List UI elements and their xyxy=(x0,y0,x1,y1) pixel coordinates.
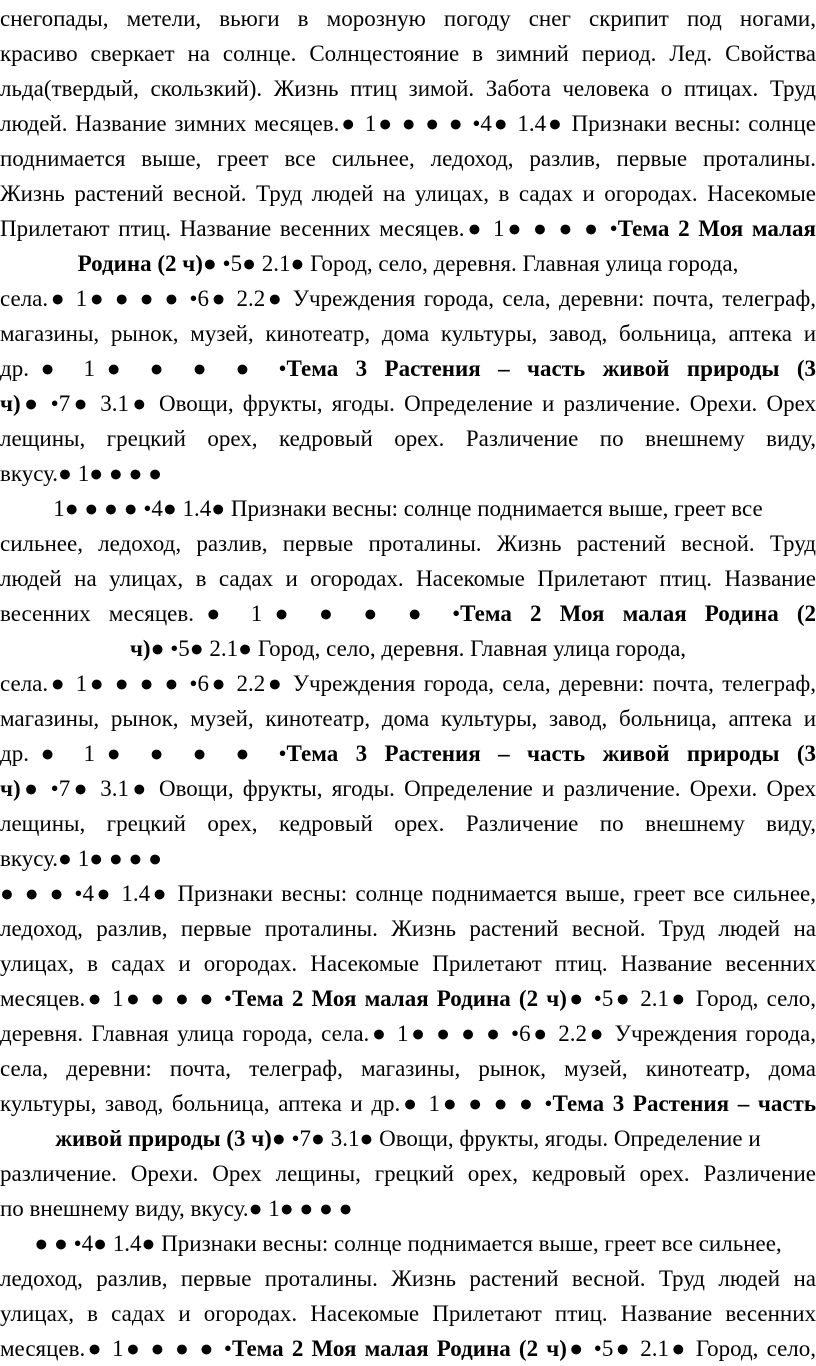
text-line: лещины, грецкий орех, кедровый орех. Различение по внешнему виду, xyxy=(0,426,816,451)
text-line: вкусу.● 1● ● ● ● xyxy=(0,846,163,871)
text-line: вкусу.● 1● ● ● ● xyxy=(0,461,163,486)
text-line: весенних месяцев.● 1● ● ● ● •Тема 2 Моя малая Родина (2 xyxy=(0,601,816,626)
topic-heading: ч) xyxy=(129,636,151,661)
topic-heading: Тема 3 Растения – часть живой природы (3 xyxy=(286,356,816,381)
text-line: по внешнему виду, вкусу.● 1● ● ● ● xyxy=(0,1196,353,1221)
text-line: людей. Название зимних месяцев.● 1● ● ● ● •4● 1.4● Признаки весны: солнце xyxy=(0,111,816,136)
topic-heading: Тема 3 Растения – часть xyxy=(552,1091,816,1116)
text-line: различение. Орехи. Орех лещины, грецкий орех, кедровый орех. Различение xyxy=(0,1161,816,1186)
text-line: ледоход, разлив, первые проталины. Жизнь растений весной. Труд людей на xyxy=(0,916,816,941)
text-line: сильнее, ледоход, разлив, первые проталины. Жизнь растений весной. Труд xyxy=(0,531,816,556)
text-line: культуры, завод, больница, аптека и др.● 1● ● ● ● •Тема 3 Растения – часть xyxy=(0,1091,816,1116)
topic-heading: Тема 2 Моя малая Родина (2 ч) xyxy=(232,1336,567,1361)
text-line: др.● 1● ● ● ● •Тема 3 Растения – часть живой природы (3 xyxy=(0,356,816,381)
text-line: Прилетают птиц. Название весенних месяцев.● 1● ● ● ● •Тема 2 Моя малая xyxy=(0,216,816,241)
text-line: 1● ● ● ● •4● 1.4● Признаки весны: солнце поднимается выше, греет все xyxy=(53,496,763,521)
text-line: улицах, в садах и огородах. Насекомые Прилетают птиц. Название весенних xyxy=(0,951,816,976)
text-line: магазины, рынок, музей, кинотеатр, дома культуры, завод, больница, аптека и xyxy=(0,321,816,346)
text-line: улицах, в садах и огородах. Насекомые Прилетают птиц. Название весенних xyxy=(0,1301,816,1326)
text-line: поднимается выше, греет все сильнее, ледоход, разлив, первые проталины. xyxy=(0,146,816,171)
text-line: людей на улицах, в садах и огородах. Насекомые Прилетают птиц. Название xyxy=(0,566,816,591)
topic-heading: живой природы (3 ч) xyxy=(55,1126,272,1151)
topic-heading: Тема 2 Моя малая Родина (2 ч) xyxy=(232,986,567,1011)
text-line: ● ● ● •4● 1.4● Признаки весны: солнце поднимается выше, греет все сильнее, xyxy=(0,881,816,906)
text-line: ч)● •7● 3.1● Овощи, фрукты, ягоды. Определение и различение. Орехи. Орех xyxy=(0,391,816,416)
text-line: деревня. Главная улица города, села.● 1● ● ● ● •6● 2.2● Учреждения города, xyxy=(0,1021,816,1046)
topic-heading: ч) xyxy=(0,776,21,801)
topic-heading: ч) xyxy=(0,391,21,416)
topic-heading: Тема 2 Моя малая xyxy=(617,216,816,241)
text-line: Родина (2 ч)● •5● 2.1● Город, село, деревня. Главная улица города, xyxy=(77,251,739,276)
topic-heading: Тема 3 Растения – часть живой природы (3 xyxy=(286,741,816,766)
text-line: живой природы (3 ч)● •7● 3.1● Овощи, фрукты, ягоды. Определение и xyxy=(55,1126,761,1151)
text-line: ледоход, разлив, первые проталины. Жизнь растений весной. Труд людей на xyxy=(0,1266,816,1291)
text-line: красиво сверкает на солнце. Солнцестояние в зимний период. Лед. Свойства xyxy=(0,41,816,66)
text-line: ● ● •4● 1.4● Признаки весны: солнце поднимается выше, греет все сильнее, xyxy=(34,1231,782,1256)
text-line: села.● 1● ● ● ● •6● 2.2● Учреждения города, села, деревни: почта, телеграф, xyxy=(0,286,816,311)
topic-heading: Тема 2 Моя малая Родина (2 xyxy=(460,601,816,626)
text-line: Жизнь растений весной. Труд людей на улицах, в садах и огородах. Насекомые xyxy=(0,181,816,206)
text-line: снегопады, метели, вьюги в морозную погоду снег скрипит под ногами, xyxy=(0,6,816,31)
topic-heading: Родина (2 ч) xyxy=(77,251,203,276)
text-line: магазины, рынок, музей, кинотеатр, дома культуры, завод, больница, аптека и xyxy=(0,706,816,731)
text-line: села.● 1● ● ● ● •6● 2.2● Учреждения города, села, деревни: почта, телеграф, xyxy=(0,671,816,696)
text-line: лещины, грецкий орех, кедровый орех. Различение по внешнему виду, xyxy=(0,811,816,836)
text-line: др.● 1● ● ● ● •Тема 3 Растения – часть живой природы (3 xyxy=(0,741,816,766)
text-line: ч)● •7● 3.1● Овощи, фрукты, ягоды. Определение и различение. Орехи. Орех xyxy=(0,776,816,801)
text-line: месяцев.● 1● ● ● ● •Тема 2 Моя малая Родина (2 ч)● •5● 2.1● Город, село, xyxy=(0,1336,816,1361)
text-line: льда(твердый, скользкий). Жизнь птиц зимой. Забота человека о птицах. Труд xyxy=(0,76,816,101)
text-line: села, деревни: почта, телеграф, магазины, рынок, музей, кинотеатр, дома xyxy=(0,1056,816,1081)
text-line: месяцев.● 1● ● ● ● •Тема 2 Моя малая Родина (2 ч)● •5● 2.1● Город, село, xyxy=(0,986,816,1011)
text-line: ч)● •5● 2.1● Город, село, деревня. Главная улица города, xyxy=(129,636,687,661)
